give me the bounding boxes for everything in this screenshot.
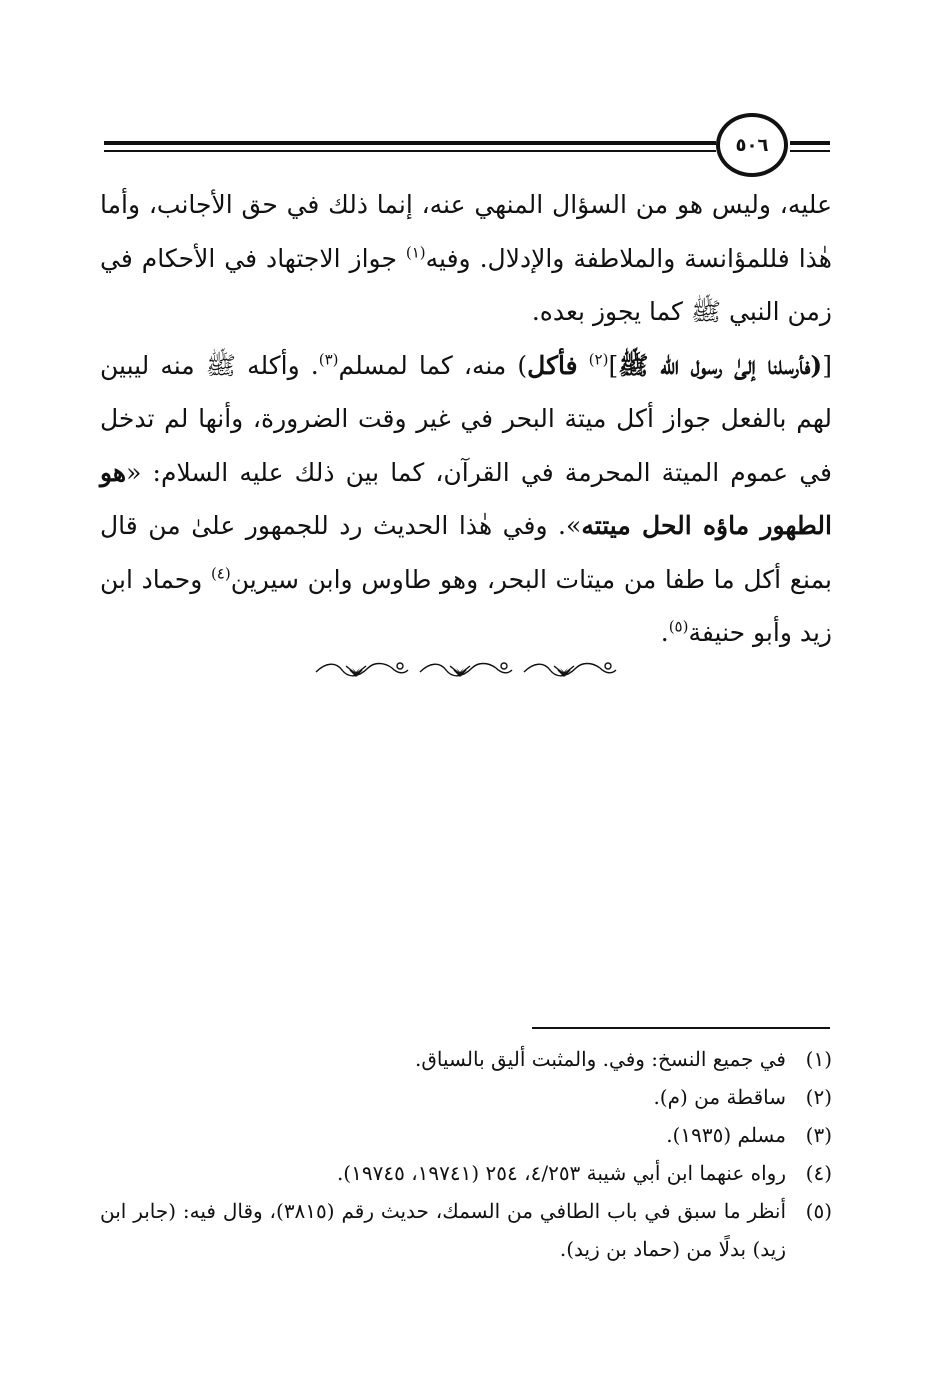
footnote-ref-4: (٤) <box>210 564 231 583</box>
footnotes <box>100 1040 832 1268</box>
paragraph-2 <box>100 339 832 660</box>
footnote-item <box>100 1192 832 1268</box>
footnote-ref-2: (٢) <box>588 350 609 369</box>
ornament-divider <box>312 656 624 684</box>
ornament-motif <box>524 663 616 676</box>
ornament-motif <box>420 663 512 676</box>
footnote-text: مسلم (١٩٣٥). <box>666 1123 786 1147</box>
text-run <box>578 351 589 380</box>
main-text <box>100 178 832 660</box>
footnote-number: (٥) <box>805 1199 832 1223</box>
text-run: عليه، وليس هو من السؤال المنهي عنه، إنما ذلك في حق الأجانب، وأما هٰذا فللمؤانسة والملاطفة والإدلال. وفيه <box>100 190 832 273</box>
text-run: ) منه، كما لمسلم <box>338 350 528 380</box>
footnote-item <box>100 1078 832 1116</box>
footnote-ref-5: (٥) <box>668 617 689 636</box>
footnote-text: في جميع النسخ: وفي. والمثبت أليق بالسياق. <box>415 1047 786 1071</box>
footnote-item <box>100 1154 832 1192</box>
header-rule-thin <box>104 150 716 152</box>
footnote-item <box>100 1040 832 1078</box>
footnote-text: ساقطة من (م). <box>653 1085 786 1109</box>
text-run: وحماد ابن زيد وأبو حنيفة <box>100 564 832 647</box>
footnote-number: (١) <box>805 1047 832 1071</box>
ornament-motif <box>316 663 408 676</box>
text-run: . وأكله ﷺ منه ليبين لهم بالفعل جواز أكل ميتة البحر في غير وقت الضرورة، وأنها لم تدخل في عموم الميتة المحرمة في القرآن، كما بين ذلك عليه السلام: « <box>100 350 832 487</box>
footnote-text: أنظر ما سبق في باب الطافي من السمك، حديث رقم (٣٨١٥)، وقال فيه: (جابر ابن زيد) بدلًا من (حماد بن زيد). <box>100 1199 787 1261</box>
text-run: جواز الاجتهاد في الأحكام في زمن النبي ﷺ كما يجوز بعده. <box>100 243 832 326</box>
header-rule-tail-thin <box>790 150 830 152</box>
bold-quote: فأكل <box>527 350 578 380</box>
footnote-ref-3: (٣) <box>318 350 339 369</box>
paragraph-1 <box>100 178 832 339</box>
footnote-number: (٣) <box>805 1123 832 1147</box>
footnote-number: (٢) <box>805 1085 832 1109</box>
footnote-item <box>100 1116 832 1154</box>
footnote-separator <box>532 1027 830 1029</box>
page-number-badge <box>716 113 788 177</box>
text-run: [ <box>822 350 833 380</box>
page-number: ٥٠٦ <box>735 134 769 156</box>
footnote-ref-1: (١) <box>405 243 426 262</box>
header-rule <box>104 141 716 145</box>
header-rule-tail <box>790 141 830 145</box>
bold-hadith: هو الطهور ماؤه الحل ميتته <box>100 457 832 540</box>
bold-quote: (فأرسلنا إلىٰ رسول الله ﷺ <box>618 350 823 380</box>
footnote-text: رواه عنهما ابن أبي شيبة ٤/٢٥٣، ٢٥٤ (١٩٧٤١، ١٩٧٤٥). <box>336 1161 786 1185</box>
text-run: ] <box>608 350 619 380</box>
text-run: ». وفي هٰذا الحديث رد للجمهور علىٰ من قال بمنع أكل ما طفا من ميتات البحر، وهو طاوس وابن سيرين <box>100 511 832 594</box>
text-run: . <box>660 618 669 647</box>
footnote-number: (٤) <box>805 1161 832 1185</box>
